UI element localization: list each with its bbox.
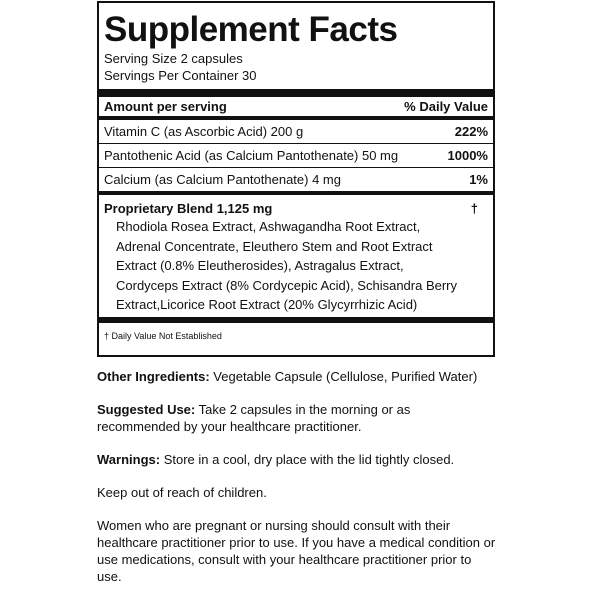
nutrient-dv: 1% — [469, 172, 488, 187]
daily-value-header: % Daily Value — [404, 99, 488, 114]
blend-line: Adrenal Concentrate, Eleuthero Stem and Root Extract — [116, 238, 433, 254]
nutrient-dv: 222% — [454, 124, 488, 139]
blend-line: Extract (0.8% Eleutherosides), Astragalus Extract, — [116, 258, 404, 273]
blend-line: Cordyceps Extract (8% Cordycepic Acid), Schisandra Berry — [116, 277, 458, 293]
blend-name: Proprietary Blend 1,125 mg — [104, 201, 273, 216]
suggested-use — [97, 401, 497, 435]
blend-dv-dagger: † — [470, 201, 478, 216]
nutrient-name: Vitamin C (as Ascorbic Acid) 200 g — [104, 124, 304, 139]
keep-out-of-reach: Keep out of reach of children. — [97, 485, 267, 500]
thick-divider — [99, 89, 493, 97]
nutrient-name: Calcium (as Calcium Pantothenate) 4 mg — [104, 172, 341, 187]
footnote: † Daily Value Not Established — [104, 330, 222, 341]
nutrient-row — [104, 120, 488, 143]
serving-size: Serving Size 2 capsules — [104, 51, 243, 66]
warnings — [97, 451, 497, 468]
nutrient-row — [104, 168, 488, 191]
blend-ingredients — [104, 217, 488, 317]
suggested-use-text: Take 2 capsules in the morning or as recommended by your healthcare practitioner. — [97, 402, 411, 434]
other-ingredients — [97, 368, 497, 385]
panel-title: Supplement Facts — [104, 10, 398, 49]
nutrient-row — [104, 144, 488, 167]
warnings-text: Store in a cool, dry place with the lid tightly closed. — [160, 452, 455, 467]
blend-header — [104, 200, 488, 217]
warnings-label: Warnings: — [97, 452, 161, 467]
product-info — [97, 368, 497, 601]
blend-line: Extract,Licorice Root Extract (20% Glycyrrhizic Acid) — [116, 297, 418, 312]
column-header-row — [104, 97, 488, 116]
blend-line: Rhodiola Rosea Extract, Ashwagandha Root Extract, — [116, 219, 421, 234]
other-ingredients-text: Vegetable Capsule (Cellulose, Purified Water) — [209, 369, 478, 384]
nutrient-dv: 1000% — [447, 148, 488, 163]
supplement-facts-panel — [97, 1, 495, 357]
servings-per-container: Servings Per Container 30 — [104, 68, 257, 83]
proprietary-blend — [104, 195, 488, 317]
suggested-use-label: Suggested Use: — [97, 402, 196, 417]
nutrient-name: Pantothenic Acid (as Calcium Pantothenate) 50 mg — [104, 148, 399, 163]
amount-per-serving-header: Amount per serving — [104, 99, 227, 114]
pregnancy-warning: Women who are pregnant or nursing should consult with their healthcare practitioner prior to use. If you have a medical condition or use medications, consult with your healthcare practitioner prior to use. — [97, 518, 496, 584]
other-ingredients-label: Other Ingredients: — [97, 369, 210, 384]
